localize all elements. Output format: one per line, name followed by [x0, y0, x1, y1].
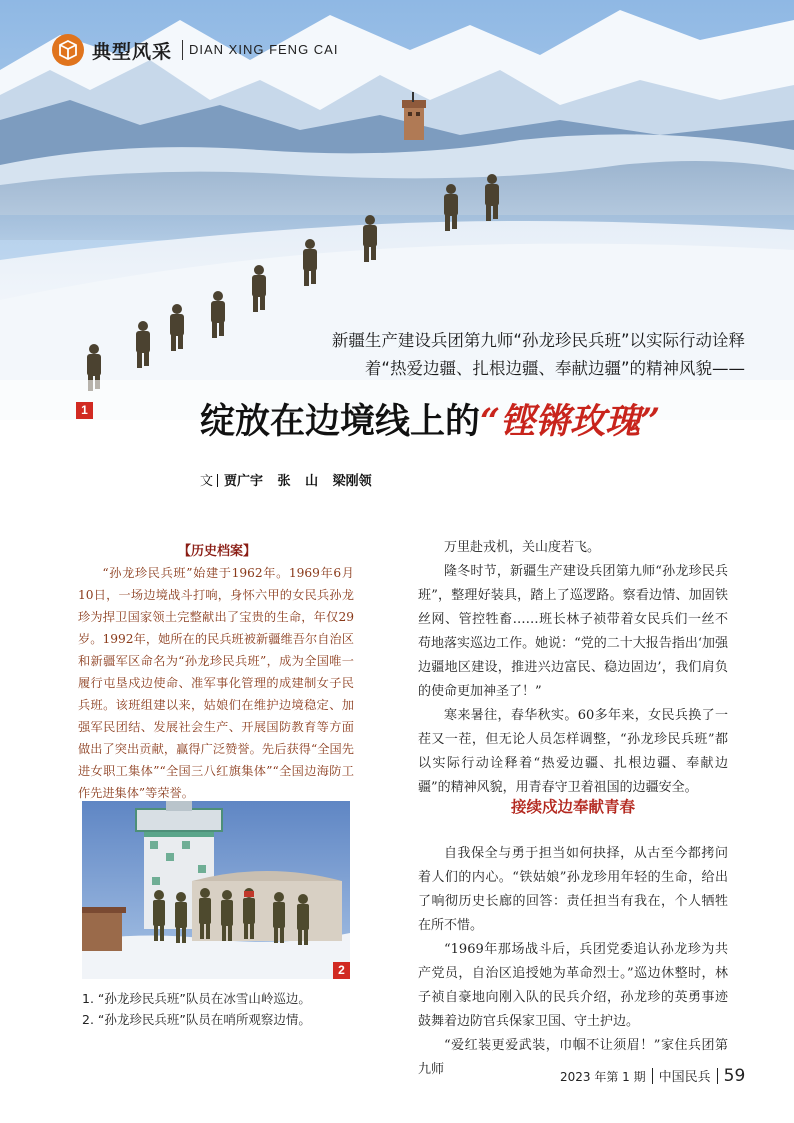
- byline-authors: 贾广宇 张 山 梁刚领: [224, 474, 372, 489]
- archive-heading: 【历史档案】: [178, 544, 257, 559]
- page-number: 59: [723, 1066, 746, 1086]
- footer-divider-2: [717, 1068, 718, 1084]
- byline-prefix: 文: [200, 474, 214, 489]
- archive-text: “孙龙珍民兵班”始建于1962年。1969年6月10日，一场边境战斗打响，身怀六甲的女民兵孙龙珍为捍卫国家领土完整献出了宝贵的生命，年仅29岁。1992年，她所在的民兵班被新疆维吾尔自治区和新疆军区命名为“孙龙珍民兵班”，成为全国唯一履行屯垦戍边使命、准军事化管理的成建制女子民兵班。该班组建以来，姑娘们在维护边境稳定、加强军民团结、发展社会生产、开展国防教育等方面做出了突出贡献，赢得广泛赞誉。先后获得“全国先进女职工集体”“全国三八红旗集体”“全国边海防工作先进集体”等荣誉。: [78, 566, 354, 800]
- byline-divider: [217, 474, 218, 487]
- body-paragraph-2: 隆冬时节，新疆生产建设兵团第九师“孙龙珍民兵班”，整理好装具，踏上了巡逻路。察看边情、加固铁丝网、管控牲畜……班长林子祯带着女民兵们一丝不苟地落实巡边工作。她说：“党的二十大报告指出‘加强边疆地区建设，推进兴边富民、稳边固边’，我们肩负的使命更加神圣了！”: [418, 564, 728, 699]
- hero-photo: [0, 0, 794, 420]
- photo-captions: [82, 988, 311, 1030]
- article-title-highlight: “铿锵玫瑰”: [480, 401, 661, 442]
- figure-number-2: 2: [333, 962, 350, 979]
- issue-label: 2023 年第 1 期: [560, 1070, 646, 1084]
- caption-1: 1. “孙龙珍民兵班”队员在冰雪山岭巡边。: [82, 991, 311, 1006]
- caption-2: 2. “孙龙珍民兵班”队员在哨所观察边情。: [82, 1012, 311, 1027]
- body-paragraph-5: “1969年那场战斗后，兵团党委追认孙龙珍为共产党员，自治区追授她为革命烈士。”巡边休整时，林子祯自豪地向刚入队的民兵介绍，孙龙珍的英勇事迹鼓舞着边防官兵保家卫国、守土护边。: [418, 942, 728, 1029]
- body-top: [418, 536, 728, 800]
- body-bottom: [418, 842, 728, 1082]
- photo-sentry-post: [82, 801, 350, 979]
- page-footer: [560, 1066, 745, 1086]
- footer-divider-1: [652, 1068, 653, 1084]
- body-paragraph-3: 寒来暑往，春华秋实。60多年来，女民兵换了一茬又一茬，但无论人员怎样调整，“孙龙珍民兵班”都以实际行动诠释着“热爱边疆、扎根边疆、奉献边疆”的精神风貌，用青春守卫着祖国的边疆安全。: [418, 708, 728, 795]
- subtitle-line-2: 着“热爱边疆、扎根边疆、奉献边疆”的精神风貌——: [364, 359, 745, 378]
- section-divider: [182, 40, 183, 60]
- section-heading: 接续戍边奉献青春: [510, 798, 635, 816]
- byline: [200, 470, 372, 489]
- figure-number-1: 1: [76, 402, 93, 419]
- archive-box: [78, 562, 354, 804]
- subtitle-line-1: 新疆生产建设兵团第九师“孙龙珍民兵班”以实际行动诠释: [331, 331, 745, 350]
- section-title-en: DIAN XING FENG CAI: [189, 42, 339, 57]
- magazine-name: 中国民兵: [658, 1070, 711, 1085]
- body-paragraph-6: “爱红装更爱武装，巾帼不让须眉！”家住兵团第九师: [418, 1038, 728, 1077]
- article-title: [200, 394, 660, 444]
- body-paragraph-1: 万里赴戎机，关山度若飞。: [444, 540, 601, 555]
- cube-icon: [52, 34, 84, 66]
- body-paragraph-4: 自我保全与勇于担当如何抉择，从古至今都拷问着人们的内心。“铁姑娘”孙龙珍用年轻的生命，给出了响彻历史长廊的回答：责任担当有我在，个人牺牲在所不惜。: [418, 846, 728, 933]
- article-title-main: 绽放在边境线上的: [200, 401, 481, 442]
- sentry-post-illustration: [82, 801, 350, 979]
- section-title-cn: 典型风采: [92, 41, 173, 63]
